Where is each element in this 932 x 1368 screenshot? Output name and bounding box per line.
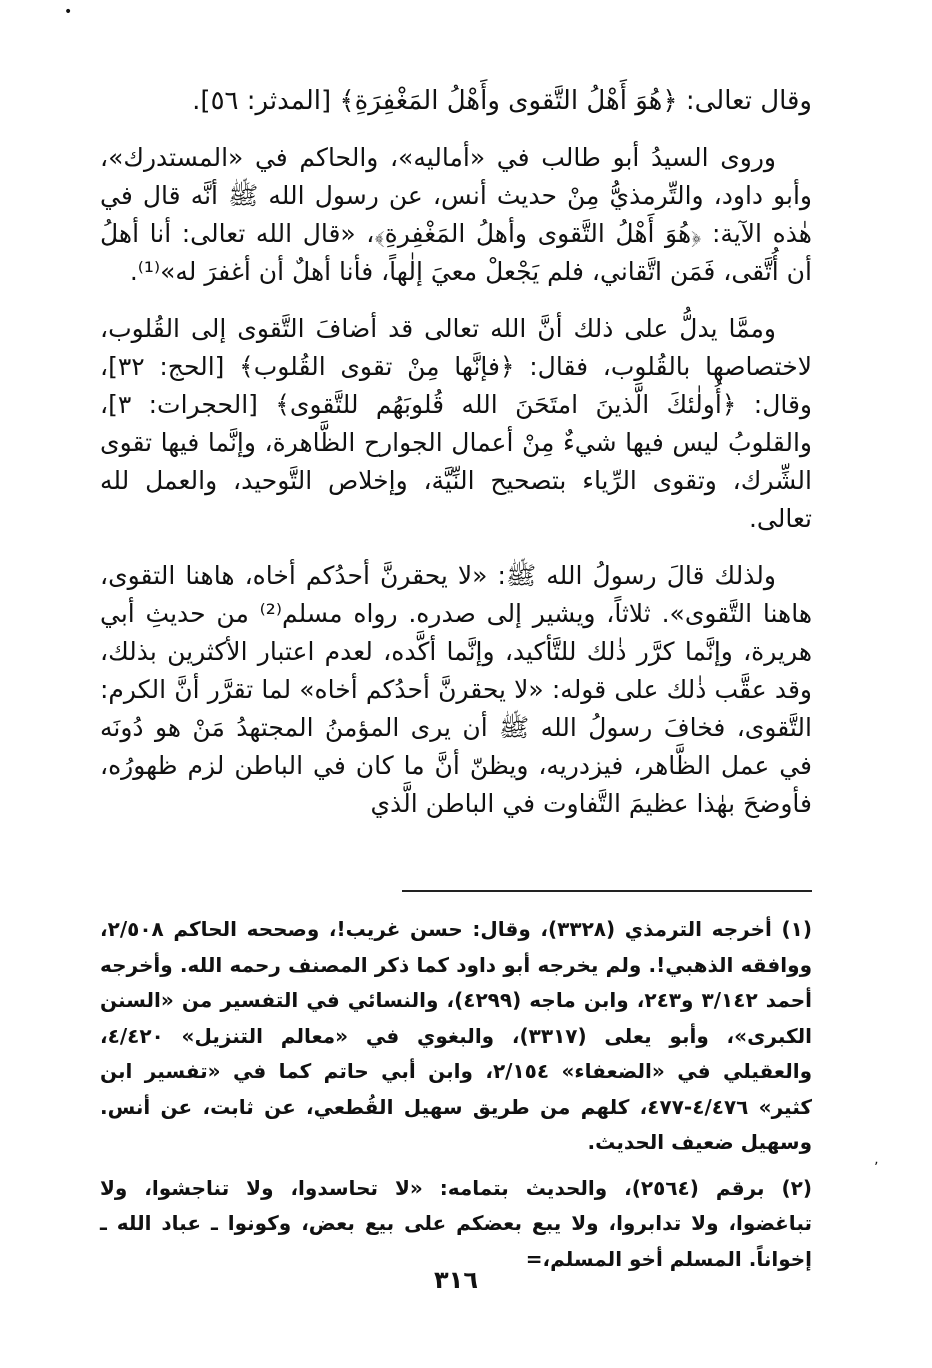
footnote-2: (٢) برقم (٢٥٦٤)، والحديث بتمامه: «لا تحاسدوا، ولا تناجشوا، ولا تباغضوا، ولا تدابروا، ولا يبع بعضكم على بيع بعض، وكونوا ـ عباد الله ـ إخواناً. المسلم أخو المسلم،=: [100, 1175, 813, 1271]
paragraph-taqwa-hearts: وممَّا يدلُّ على ذلك أنَّ الله تعالى قد أضافَ التَّقوى إلى القُلوب، لاختصاصها بالقُلوب، فقال: ﴿فإنَّها مِنْ تقوى القُلوب﴾ [الحج: ٣٢]، وقال: ﴿أُولٰئكَ الَّذينَ امتَحَنَ الله قُلوبَهُم للتَّقوى﴾ [الحجرات: ٣]، والقلوبُ ليس فيها شيءٌ مِنْ أعمال الجوارح الظَّاهرة، وإنَّما فيها تقوى الشِّرك، وتقوى الرِّياء بتصحيح النِّيَّة، وإخلاص التَّوحيد، والعمل لله تعالى.: [100, 314, 812, 533]
top-corner-mark: •: [64, 4, 73, 20]
book-page: [100, 0, 812, 1368]
main-text-body: [100, 82, 812, 842]
verse-line: وقال تعالى: ﴿هُوَ أَهْلُ التَّقوى وأَهْلُ المَغْفِرَةِ﴾ [المدثر: ٥٦].: [192, 86, 812, 116]
side-margin-mark: ٬: [874, 1160, 879, 1176]
footnotes: [100, 912, 812, 1287]
paragraph-la-yahqiranna: ولذلك قالَ رسولُ الله ﷺ: «لا يحقرنَّ أحدُكم أخاه، هاهنا التقوى، هاهنا التَّقوى». ثلاثاً، ويشير إلى صدره. رواه مسلم⁽²⁾ من حديثِ أبي هريرة، وإنَّما كرَّر ذٰلك للتَّأكيد، وإنَّما أكَّده، لعدم اعتبار الأكثرين بذلك، وقد عقَّب ذٰلك على قوله: «لا يحقرنَّ أحدُكم أخاه» لما تقرَّر أنَّ الكرم: التَّقوى، فخافَ رسولُ الله ﷺ أن يرى المؤمنُ المجتهدُ مَنْ هو دُونَه في عمل الظَّاهر، فيزدريه، ويظنّ أنَّ ما كان في الباطن لزم ظهورُه، فأوضحَ بهٰذا عظيمَ التَّفاوت في الباطن الَّذي: [100, 561, 812, 818]
footnote-1: (١) أخرجه الترمذي (٣٣٢٨)، وقال: حسن غريب!، وصححه الحاكم ٢/٥٠٨، ووافقه الذهبي!. ولم يخرجه أبو داود كما ذكر المصنف رحمه الله. وأخرجه أحمد ٣/١٤٢ و٢٤٣، وابن ماجه (٤٢٩٩)، والنسائي في التفسير من «السنن الكبرى»، وأبو يعلى (٣٣١٧)، والبغوي في «معالم التنزيل» ٤/٤٢٠، والعقيلي في «الضعفاء» ٢/١٥٤، وابن أبي حاتم كما في «تفسير ابن كثير» ٤/٤٧٦-٤٧٧، كلهم من طريق سهيل القُطعي، عن ثابت، عن أنس. وسهيل ضعيف الحديث.: [100, 917, 813, 1154]
footnote-separator: [402, 890, 812, 892]
page-number: ٣١٦: [434, 1266, 478, 1294]
paragraph-hadith-anas: وروى السيدُ أبو طالب في «أماليه»، والحاكم في «المستدرك»، وأبو داود، والتِّرمذيُّ مِنْ حديث أنس، عن رسول الله ﷺ أنَّه قال في هٰذه الآية: ﴿هُوَ أَهْلُ التَّقوى وأهلُ المَغْفِرةِ﴾، «قال الله تعالى: أنا أهلُ أن أُتَّقى، فَمَن اتَّقاني، فلم يَجْعلْ معيَ إلٰهاً، فأنا أهلٌ أن أغفرَ له»⁽¹⁾.: [100, 143, 812, 286]
